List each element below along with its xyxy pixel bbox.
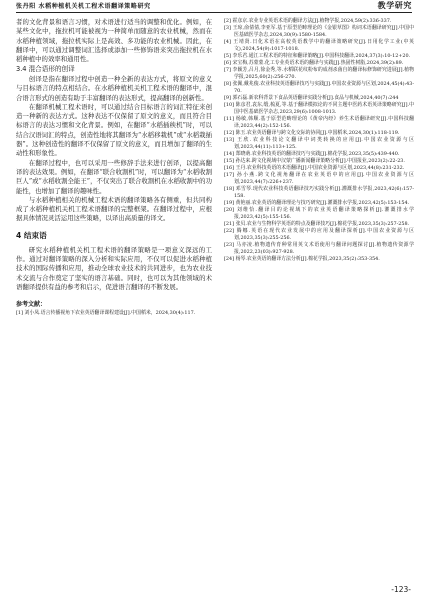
reference-item: [5] 李乐君.通江工程术语的特征和翻译策略[J].中国科技翻译,2024,37(3):10-12+20. <box>224 53 411 59</box>
body-paragraph: 创译是指在翻译过程中创造一种全新的表达方式，将原文的意义与目标语言的特点相结合。在水稻种植机关机工程术语的翻译中，混合语言形式的创造有助于丰富翻译的表达形式，提高翻译的创新性。 <box>16 74 212 102</box>
reference-item: [13] 王欣.农业科技论文翻译中词类转换的应用[J].中国农业资源与区划,2023,44(11):113+125. <box>224 137 414 150</box>
reference-item: [15] 孙达来.跨文化视域中汉蒙广播新闻翻译策略分析[J].中国报业,2023(2):22-23. <box>224 158 405 164</box>
reference-item: [21] 张贝.农业与生物科学英语的特点及翻译技巧[J].棉花学报,2023,35(3):257-258. <box>224 221 410 227</box>
reference-item: [10] 陈彦君,袁东,缎,梳夏,等.基于翻译模拟论的不同主题中医药术语英译策略研究[J].中国中医基础医学杂志,2023,29(6):1008-1013. <box>224 102 414 115</box>
header-section-label: 教学研究 <box>377 1 412 10</box>
reference-item: [3] 王琼,俞倩倩,李亚军.基于原型范畴理论的《金银草图》构词术语翻译研究[J].中国中医基础医学杂志,2024,30(9):1580-1584. <box>224 25 414 38</box>
reference-item: [12] 陈玉.农业英语翻译与跨文化交际的协同[J].中国稻米,2024,30(1):118-119. <box>224 130 400 136</box>
left-column <box>16 18 212 317</box>
reference-item: [4] 王靖贤.日化术语在高校英语教学中的翻译策略研究[J].日用化学工业(中英文),2024,54(9):1017-1018. <box>224 39 414 52</box>
reference-item: [24] 杨琴.农业英语的翻译方法分析[J].棉花学报,2023,35(2):353-354. <box>224 256 380 262</box>
page-number: -123- <box>391 585 411 594</box>
reference-list <box>224 18 414 263</box>
section-heading: 4 结束语 <box>16 230 47 240</box>
subsection-heading: 3.4 混合语形的创译 <box>16 65 75 74</box>
body-paragraph: 者的文化背景和语言习惯，对术语进行适当的调整和优化。例如，在某些文化中，拖拉机可能被视为一种简单而随意的农业机械，然而在水稻种植领域，拖拉机实际上是高效、多功能的农业机械。因此，在翻译中，可以通过调整词汇选择或添加一些修饰语来突出拖拉机在水稻种植中的效率和通用性。 <box>16 18 212 64</box>
body-paragraph: 在翻译机械工程术语时，可以通过结合目标语言的词汇特征来创造一种新的表达方式。这种表达不仅保留了原文的意义，而且符合目标语言的表达习惯和文化背景。例如，在翻译“水稻插秧机”时，可以结合汉语词汇的特点，创造性地将其翻译为“水稻移栽机”或“水稻栽插器”。这种创造性的翻译不仅保留了原文的意义，而且增加了翻译的生动性和形象性。 <box>16 102 212 158</box>
reference-item: [18] 邓雪琴.现代农业科技英语翻译技巧实践分析[J].灌溉排水学报,2023,42(6):157-158. <box>224 186 414 199</box>
reference-item: [2] 霍彦京.农业专业英语术语的翻译方法[J].植物学报,2024,59(2):336-337. <box>224 18 392 24</box>
right-column <box>224 18 414 263</box>
reference-item: [7] 李颖芳,吕月,徐金秀,等.水稻联花纹粉布的成剂杀菌自的翻译标修饰研究进展[J].植物学报,2025,60(2):256-270. <box>224 67 414 80</box>
reference-item: [17] 孙小燕.跨文化视角翻译在农业英语中的应用[J].中国农业资源与区划,2023,44(7):226+237. <box>224 172 414 185</box>
reference-list <box>16 310 212 317</box>
reference-item: [14] 郑晓萌.农业科技英语的翻译技巧与实践[J].棉花学报,2023,35(5):439-440. <box>224 151 400 157</box>
reference-item: [20] 刘维恰.翻译目的论视域下的农业英语翻译策略探析[J].灌溉排水学报,2023,42(5):155-156. <box>224 207 414 220</box>
reference-item: [23] 马亦凌.植物遗传育种常用英文术语使用与翻译问题探讨[J].植物遗传资源学报,2022,23(03):927-928. <box>224 242 414 255</box>
reference-item: [22] 腾娜.英语在现代农业发展中的应用及翻译探析[J].中国农业资源与区划,2023,35(3):255-256. <box>224 228 414 241</box>
running-header <box>16 0 412 13</box>
reference-item: [8] 张佩,戴兆俊.农业科技英语翻译技巧与实践[J].中国农业资源与区划,2024,45(4):43-70. <box>224 81 414 94</box>
reference-item: [11] 杨敏,韩顺.基于原型范畴理论的《黄帝内经》养生术语翻译研究[J].中国科技翻译,2023,44(2):152-156. <box>224 116 414 129</box>
reference-item: [9] 郭石磊.新农科背景下食品英语翻译实践分析[J].食品与机械,2024,40(7):244 <box>224 95 399 101</box>
reference-item: [1] 刘小凤.语言传播视角下农业英语翻译课程建设[J].中国稻米，2024,30(4):117. <box>16 310 196 317</box>
references-heading: 参考文献： <box>16 301 47 309</box>
body-paragraph: 研究水稻种植机关机工程术语的翻译策略是一项意义深远的工作。通过对翻译策略的深入分析和实际应用，不仅可以促进水稻种植技术的国际传播和应用，推动全球农业技术的共同进步，也为农业技术交流与合作奠定了坚实的语言基础。同时，也可以为其他领域的术语翻译提供有益的参考和启示，促进语言翻译的不断发展。 <box>16 245 212 291</box>
reference-item: [19] 黄艳丽.农业英语的翻译理论与技巧研究[J].灌溉排水学报,2023,42(5):153-154. <box>224 200 410 206</box>
body-paragraph: 在翻译过程中，也可以采用一些修辞手法来进行创译，以提高翻译的表达效果。例如，在翻译“联合收割机”时，可以翻译为“水稻收割巨人”或“水稻收割全能王”，不仅突出了联合收割机在水稻收割中的功能性，也增加了翻译的趣味性。 <box>16 158 212 195</box>
reference-item: [6] 宋宝梅,苏蒙蒙.化工专业英语术语的翻译与实践[J].热固性树脂,2024,39(2):89. <box>224 60 404 66</box>
body-paragraph: 与水稻种植相关的机械工程术语的翻译策略各有侧重，但共同构成了水稻种植机关机工程术语翻译的完整框架。在翻译过程中，应根据具体情况灵活运用这些策略，以译出高质量的译文。 <box>16 195 212 223</box>
reference-item: [16] 王丹.农业科技英语的术语翻译[J].中国农业资源与区划,2023,44(8):231-232. <box>224 165 405 171</box>
header-author-title: 张丹阳 水稻种植机关机工程术语翻译策略研究 <box>16 3 151 10</box>
